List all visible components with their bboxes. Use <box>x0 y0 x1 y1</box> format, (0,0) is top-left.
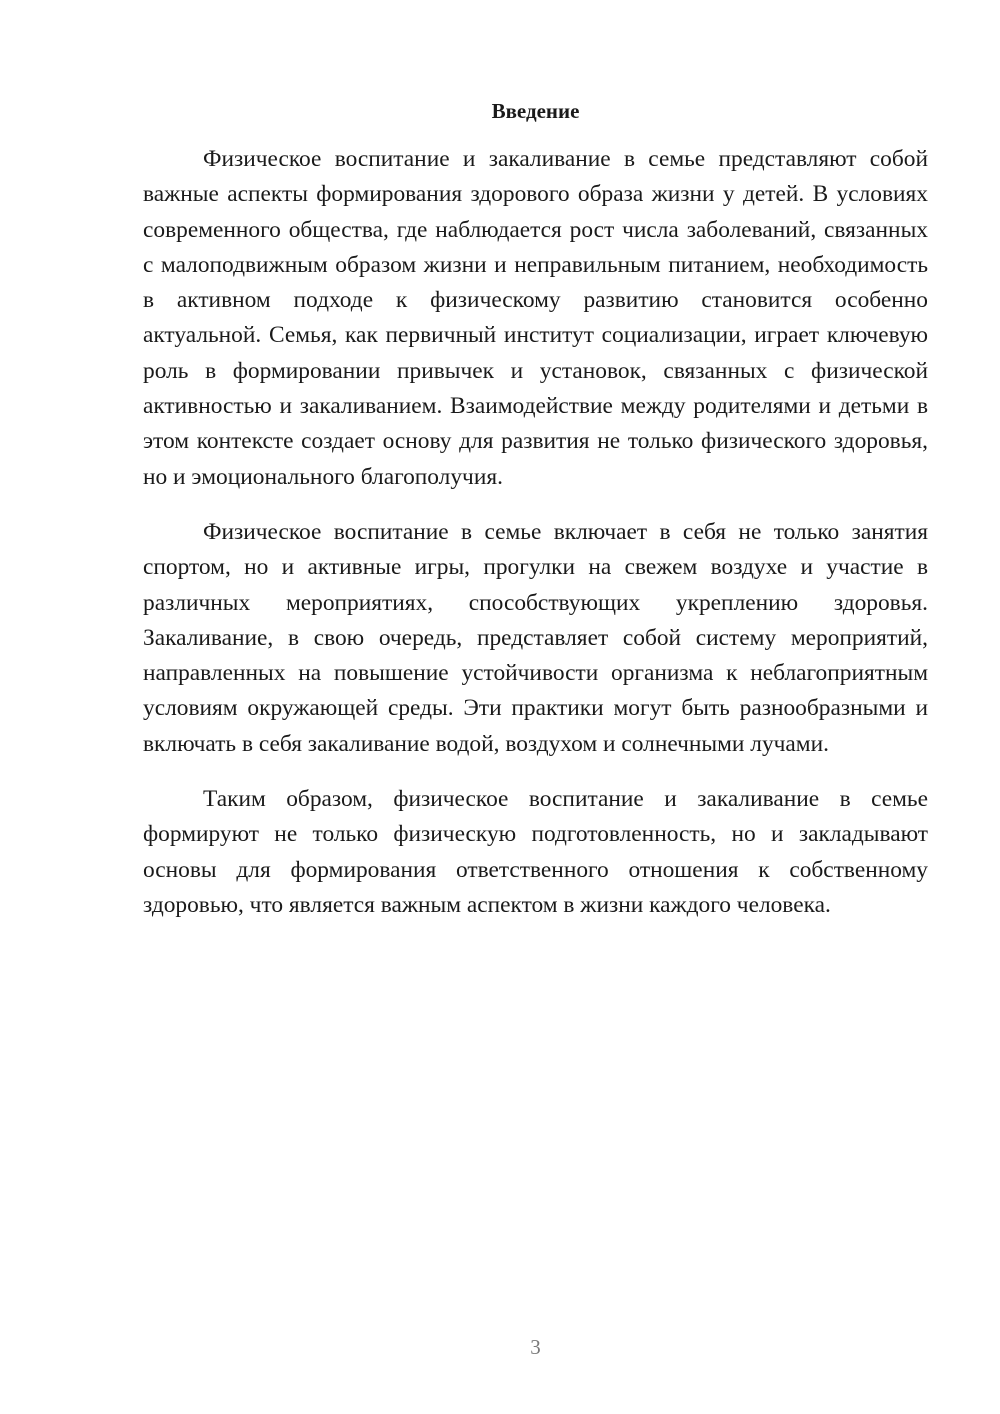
paragraph-2: Физическое воспитание в семье включает в себя не только занятия спортом, но и активные игры, прогулки на свежем воздухе и участие в различных мероприятиях, способствующих укреплению здоровья. Закаливание, в свою очередь, представляет собой систему мероприятий, направленных на повышение устойчивости организма к неблагоприятным условиям окружающей среды. Эти практики могут быть разнообразными и включать в себя закаливание водой, воздухом и солнечными лучами. <box>143 518 928 757</box>
document-body <box>143 142 928 943</box>
paragraph-1: Физическое воспитание и закаливание в семье представляют собой важные аспекты формирования здорового образа жизни у детей. В условиях современного общества, где наблюдается рост числа заболеваний, связанных с малоподвижным образом жизни и неправильным питанием, необходимость в активном подходе к физическому развитию становится особенно актуальной. Семья, как первичный институт социализации, играет ключевую роль в формировании привычек и установок, связанных с физической активностью и закаливанием. Взаимодействие между родителями и детьми в этом контексте создает основу для развития не только физического здоровья, но и эмоционального благополучия. <box>143 146 928 490</box>
page-number: 3 <box>530 1335 541 1359</box>
page-title: Введение <box>491 99 580 123</box>
paragraph-3: Таким образом, физическое воспитание и закаливание в семье формируют не только физическую подготовленность, но и закладывают основы для формирования ответственного отношения к собственному здоровью, что является важным аспектом в жизни каждого человека. <box>143 786 928 918</box>
